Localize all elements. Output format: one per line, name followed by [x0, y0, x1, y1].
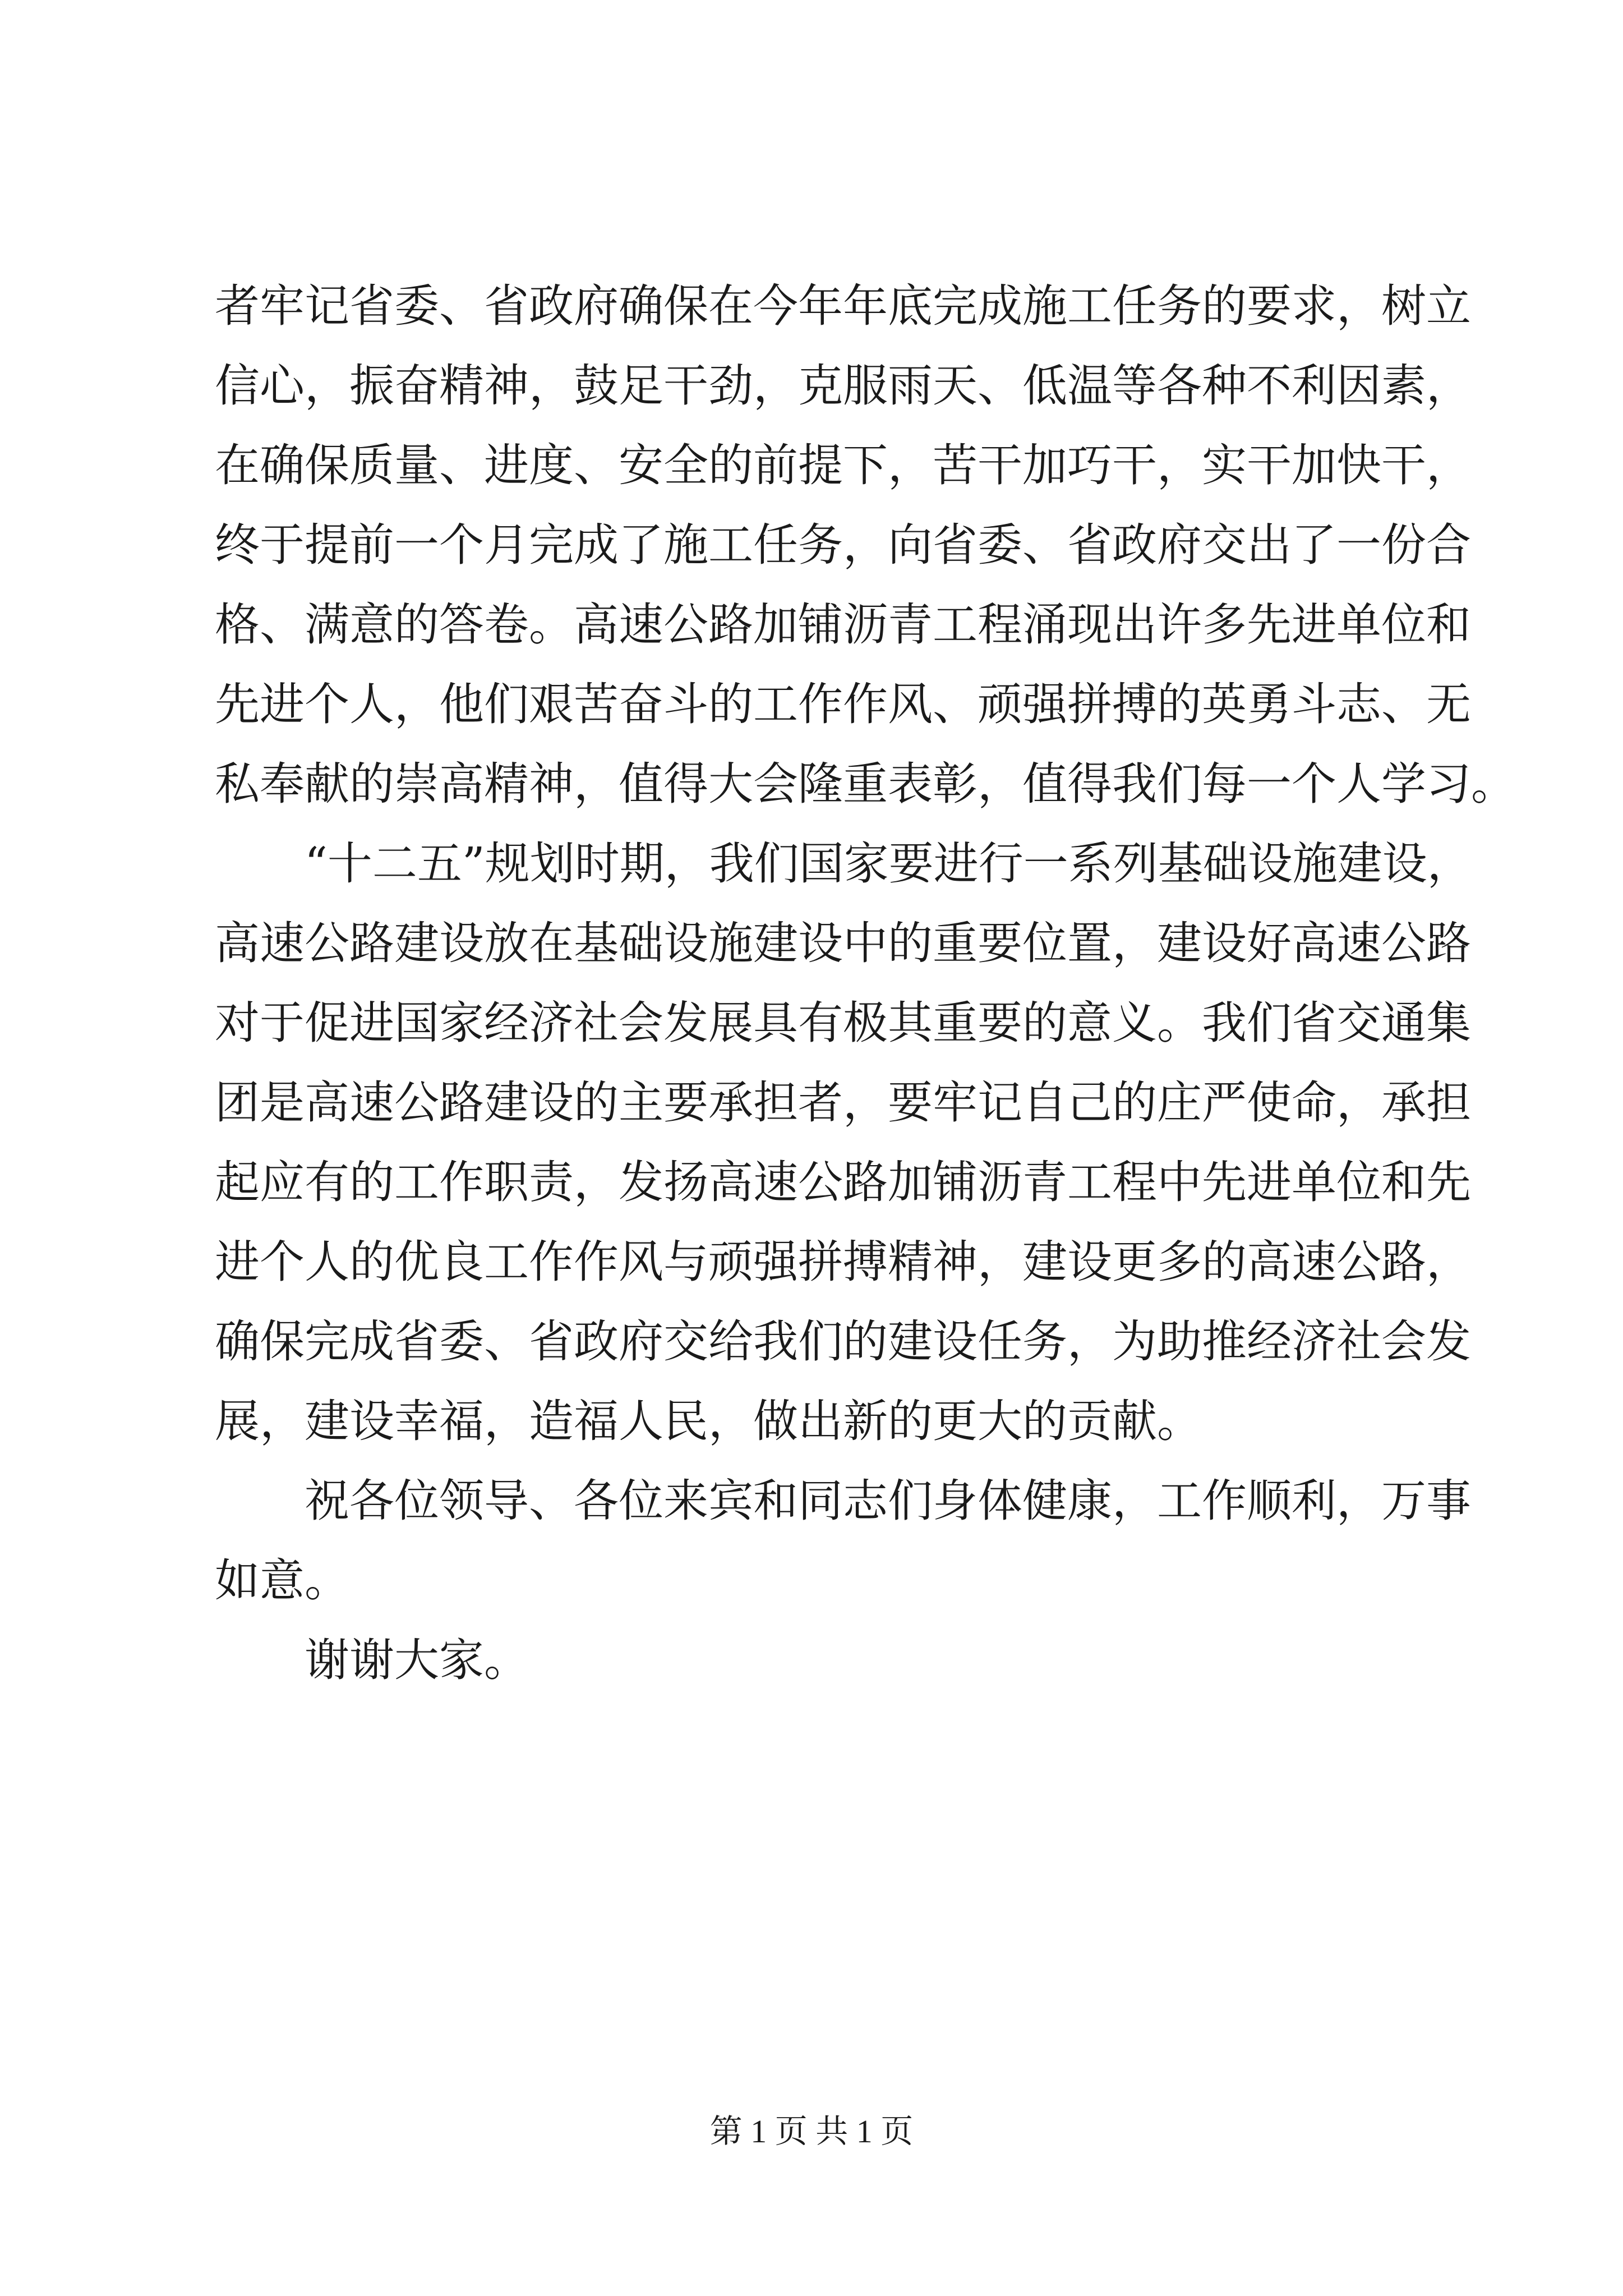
document-body	[215, 266, 1516, 1700]
paragraph-line: 确保完成省委、省政府交给我们的建设任务，为助推经济社会发	[215, 1315, 1471, 1368]
paragraph-line: “十二五”规划时期，我们国家要进行一系列基础设施建设，	[305, 838, 1472, 890]
page-number-footer: 第 1 页 共 1 页	[709, 2113, 914, 2150]
paragraph-line: 高速公路建设放在基础设施建设中的重要位置，建设好高速公路	[215, 917, 1471, 969]
paragraph-line: 终于提前一个月完成了施工任务，向省委、省政府交出了一份合	[215, 519, 1471, 571]
paragraph-line: 信心，振奋精神，鼓足干劲，克服雨天、低温等各种不利因素，	[215, 360, 1471, 412]
paragraph-line: 展，建设幸福，造福人民，做出新的更大的贡献。	[215, 1395, 1202, 1447]
paragraph-line: 对于促进国家经济社会发展具有极其重要的意义。我们省交通集	[215, 997, 1471, 1049]
paragraph-line: 团是高速公路建设的主要承担者，要牢记自己的庄严使命，承担	[215, 1076, 1471, 1129]
paragraph-line: 先进个人，他们艰苦奋斗的工作作风、顽强拼搏的英勇斗志、无	[215, 678, 1471, 730]
paragraph-line: 者牢记省委、省政府确保在今年年底完成施工任务的要求，树立	[215, 280, 1471, 332]
paragraph-line: 格、满意的答卷。高速公路加铺沥青工程涌现出许多先进单位和	[215, 599, 1471, 651]
paragraph-line: 在确保质量、进度、安全的前提下，苦干加巧干，实干加快干，	[215, 439, 1471, 491]
paragraph-line: 进个人的优良工作作风与顽强拼搏精神，建设更多的高速公路，	[215, 1236, 1471, 1288]
paragraph-line: 如意。	[215, 1554, 349, 1607]
paragraph-line: 谢谢大家。	[305, 1634, 529, 1686]
paragraph-line: 祝各位领导、各位来宾和同志们身体健康，工作顺利，万事	[305, 1475, 1471, 1527]
paragraph-line: 私奉献的崇高精神，值得大会隆重表彰，值得我们每一个人学习。	[215, 758, 1516, 810]
paragraph-line: 起应有的工作职责，发扬高速公路加铺沥青工程中先进单位和先	[215, 1156, 1471, 1208]
